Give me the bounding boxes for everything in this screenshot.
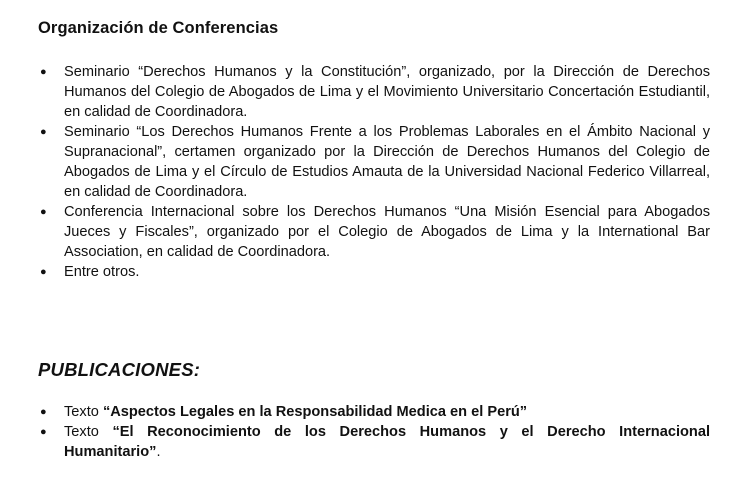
bullet-icon: ● <box>40 126 47 138</box>
publication-suffix: . <box>156 444 161 460</box>
publication-title: “Aspectos Legales en la Responsabilidad Medica en el Perú” <box>102 404 528 420</box>
bullet-icon: ● <box>40 406 47 418</box>
list-item-text: Seminario “Los Derechos Humanos Frente a los Problemas Laborales en el Ámbito Nacional y Supranacional”, certamen organizado por la Dirección de Derechos Humanos del Colegio de Abogados de Lima y el Círculo de Estudios Amauta de la Universidad Nacional Federico Villarreal, en calidad de Coordinadora. <box>64 124 710 200</box>
publication-title: “El Reconocimiento de los Derechos Humanos y el Derecho Internacional Humanitario” <box>64 424 710 460</box>
bullet-icon: ● <box>40 206 47 218</box>
list-item <box>38 202 710 262</box>
list-item-text: Seminario “Derechos Humanos y la Constitución”, organizado, por la Dirección de Derechos Humanos del Colegio de Abogados de Lima y el Movimiento Universitario Concertación Estudiantil, en calidad de Coordinadora. <box>64 64 710 120</box>
bullet-icon: ● <box>40 426 47 438</box>
bullet-icon: ● <box>40 66 47 78</box>
list-item <box>38 62 710 122</box>
publication-prefix: Texto <box>64 424 113 440</box>
list-item <box>38 422 710 462</box>
list-item-text: Entre otros. <box>64 264 140 280</box>
bullet-icon: ● <box>40 266 47 278</box>
publicaciones-list <box>38 402 710 462</box>
list-item-text: Conferencia Internacional sobre los Derechos Humanos “Una Misión Esencial para Abogados Jueces y Fiscales”, organizado por el Colegio de Abogados de Lima y la International Bar Association, en calidad de Coordinadora. <box>64 204 710 260</box>
section-heading-publicaciones: PUBLICACIONES: <box>38 359 201 380</box>
conferencias-list <box>38 62 710 282</box>
publication-prefix: Texto <box>64 404 103 420</box>
section-heading-conferencias: Organización de Conferencias <box>38 19 279 37</box>
list-item <box>38 122 710 202</box>
list-item <box>38 262 710 282</box>
list-item <box>38 402 710 422</box>
